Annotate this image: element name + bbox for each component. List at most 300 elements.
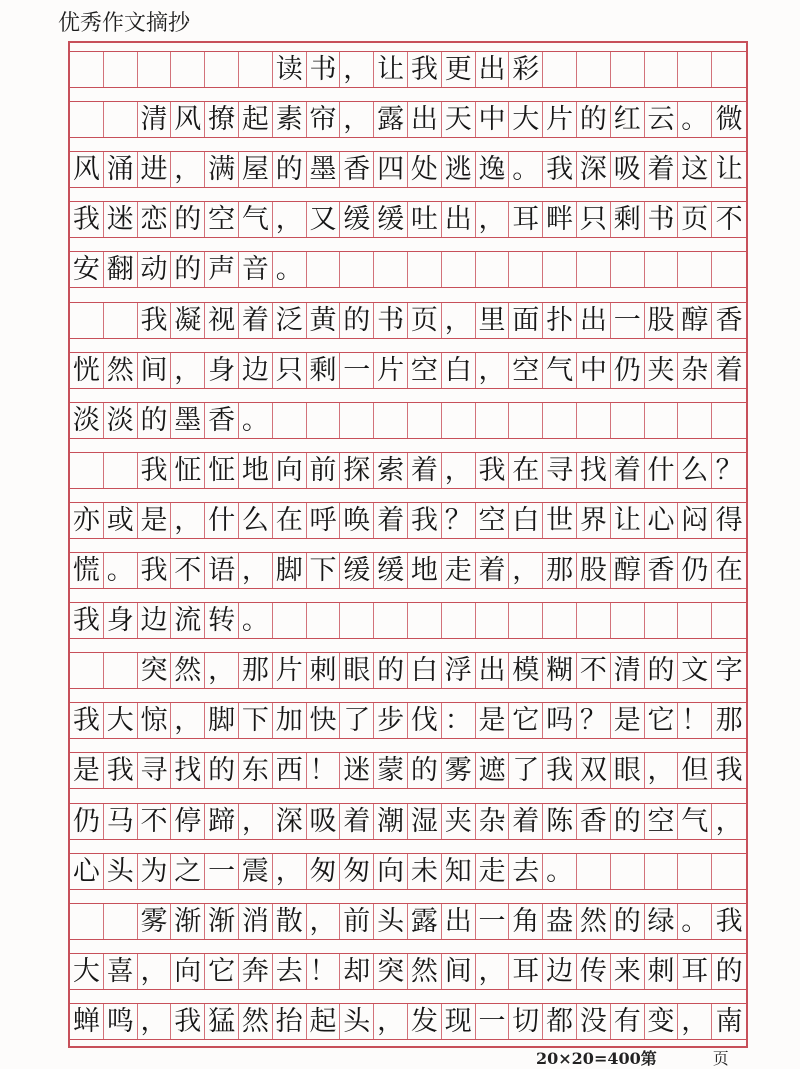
grid-cell: 深: [577, 152, 611, 187]
grid-cell: [70, 653, 104, 688]
page-footer: [536, 1046, 729, 1069]
grid-cell: 出: [442, 904, 476, 939]
grid-cell: 伐: [408, 703, 442, 738]
grid-cell: 撩: [205, 102, 239, 137]
grid-cell: 然: [104, 353, 138, 388]
grid-cell: 我: [138, 453, 172, 488]
grid-cell: 红: [611, 102, 645, 137]
grid-cell: 向: [171, 954, 205, 989]
grid-cell: [611, 252, 645, 287]
grid-cell: 什: [645, 453, 679, 488]
grid-cell: [611, 603, 645, 638]
grid-cell: 清: [138, 102, 172, 137]
grid-cell: ，: [442, 453, 476, 488]
grid-cell: [307, 252, 341, 287]
grid-cell: 渐: [171, 904, 205, 939]
grid-cell: 东: [239, 753, 273, 788]
grid-cell: 的: [205, 753, 239, 788]
grid-cell: 让: [715, 154, 743, 186]
grid-cell: ：: [442, 703, 476, 738]
grid-cell: 陈: [543, 804, 577, 839]
grid-cell: [577, 52, 611, 87]
grid-cell: 突: [374, 954, 408, 989]
grid-cell: [678, 603, 712, 638]
grid-cell: 出: [476, 52, 510, 87]
grid-cell: 吸: [611, 152, 645, 187]
grid-cell: 的: [645, 653, 679, 688]
grid-cell: 唤: [340, 503, 374, 538]
grid-cell: [577, 252, 611, 287]
grid-cell: 糊: [543, 653, 577, 688]
grid-cell: 着: [239, 303, 273, 338]
grid-cell: 杂: [678, 353, 712, 388]
grid-cell: 间: [138, 353, 172, 388]
grid-cell: 页: [408, 303, 442, 338]
grid-cell: 怔: [171, 453, 205, 488]
grid-cell: 地: [239, 453, 273, 488]
grid-cell: 雾: [442, 753, 476, 788]
grid-cell: 双: [577, 753, 611, 788]
grid-cell: 醇: [678, 303, 712, 338]
grid-cell: [543, 52, 577, 87]
grid-cell: [307, 403, 341, 438]
grid-cell: 。: [104, 553, 138, 588]
grid-cell: 逃: [442, 152, 476, 187]
grid-cell: [205, 52, 239, 87]
grid-cell: 它: [509, 703, 543, 738]
grid-cell: ，: [476, 353, 510, 388]
grid-cell: [543, 403, 577, 438]
grid-cell: 快: [307, 703, 341, 738]
grid-row: [70, 1003, 746, 1040]
grid-cell: 匆: [307, 854, 341, 889]
grid-cell: 向: [374, 854, 408, 889]
grid-cell: 心: [645, 503, 679, 538]
grid-cell: 界: [577, 503, 611, 538]
grid-cell: 身: [205, 353, 239, 388]
grid-cell: 书: [374, 303, 408, 338]
grid-cell: 现: [442, 1004, 476, 1039]
grid-cell: 气: [678, 804, 712, 839]
grid-cell: 蒙: [374, 753, 408, 788]
grid-cell: 绿: [645, 904, 679, 939]
grid-cell: 猛: [205, 1004, 239, 1039]
grid-cell: [273, 403, 307, 438]
grid-cell: 的: [171, 252, 205, 287]
grid-cell: 风: [171, 102, 205, 137]
grid-cell: 眼: [340, 653, 374, 688]
grid-cell: 进: [138, 152, 172, 187]
grid-cell: 索: [374, 453, 408, 488]
grid-size-label: 20×20=400第: [536, 1049, 657, 1068]
grid-cell: 流: [171, 603, 205, 638]
grid-cell: 缓: [340, 553, 374, 588]
grid-cell: ？: [715, 454, 743, 486]
grid-cell: [645, 252, 679, 287]
grid-cell: 知: [442, 854, 476, 889]
grid-cell: 它: [645, 703, 679, 738]
grid-cell: 出: [442, 202, 476, 237]
grid-cell: 一: [476, 1004, 510, 1039]
grid-cell: ？: [577, 703, 611, 738]
grid-cell: 淡: [104, 403, 138, 438]
grid-cell: [104, 904, 138, 939]
grid-cell: [70, 52, 104, 87]
grid-cell: 香: [577, 804, 611, 839]
grid-cell: [408, 403, 442, 438]
grid-cell: 片: [543, 102, 577, 137]
grid-cell: 潮: [374, 804, 408, 839]
grid-cell: 帘: [307, 102, 341, 137]
grid-cell: 雾: [138, 904, 172, 939]
grid-cell: 世: [543, 503, 577, 538]
grid-cell: 吐: [408, 202, 442, 237]
grid-cell: 那: [543, 553, 577, 588]
grid-cell: 身: [104, 603, 138, 638]
grid-cell: ？: [442, 503, 476, 538]
grid-cell: 我: [70, 603, 104, 638]
grid-cell: [645, 603, 679, 638]
grid-cell: 白: [408, 653, 442, 688]
grid-cell: 没: [577, 1004, 611, 1039]
grid-cell: [70, 453, 104, 488]
grid-cell: 满: [205, 152, 239, 187]
grid-cell: 边: [239, 353, 273, 388]
grid-cell: [509, 252, 543, 287]
grid-cell: [442, 252, 476, 287]
grid-cell: [273, 603, 307, 638]
grid-cell: 迷: [104, 202, 138, 237]
grid-cell: 一: [340, 353, 374, 388]
grid-cell: 浮: [442, 653, 476, 688]
grid-row: [70, 552, 746, 589]
grid-cell: 去: [273, 954, 307, 989]
grid-cell: 让: [611, 503, 645, 538]
grid-cell: ，: [171, 703, 205, 738]
grid-cell: [645, 854, 679, 889]
grid-cell: 。: [239, 403, 273, 438]
grid-cell: 模: [509, 653, 543, 688]
grid-cell: 。: [273, 252, 307, 287]
grid-cell: [712, 252, 746, 287]
grid-cell: 又: [307, 202, 341, 237]
grid-cell: ，: [171, 152, 205, 187]
grid-cell: 凝: [171, 303, 205, 338]
grid-row: [70, 702, 746, 739]
grid-cell: 下: [307, 553, 341, 588]
grid-cell: 气: [239, 202, 273, 237]
grid-cell: 这: [678, 152, 712, 187]
grid-cell: 着: [408, 453, 442, 488]
grid-cell: 我: [543, 753, 577, 788]
grid-cell: ，: [340, 52, 374, 87]
grid-cell: ，: [340, 102, 374, 137]
grid-cell: 鸣: [104, 1004, 138, 1039]
grid-cell: 它: [205, 954, 239, 989]
grid-cell: 醇: [611, 553, 645, 588]
grid-cell: 然: [171, 653, 205, 688]
grid-cell: 的: [340, 303, 374, 338]
grid-cell: ，: [645, 753, 679, 788]
grid-cell: ，: [442, 303, 476, 338]
grid-cell: 大: [509, 102, 543, 137]
grid-cell: 空: [408, 353, 442, 388]
grid-cell: ，: [476, 202, 510, 237]
grid-cell: [645, 52, 679, 87]
grid-cell: 着: [715, 354, 743, 386]
grid-cell: [509, 403, 543, 438]
grid-cell: 奔: [239, 954, 273, 989]
grid-cell: 扑: [543, 303, 577, 338]
grid-cell: ，: [715, 805, 743, 837]
grid-cell: 一: [476, 904, 510, 939]
grid-cell: 处: [408, 152, 442, 187]
grid-cell: 加: [273, 703, 307, 738]
grid-cell: 字: [715, 655, 743, 687]
grid-cell: ，: [476, 954, 510, 989]
grid-cell: 安: [70, 252, 104, 287]
grid-cell: 那: [715, 705, 743, 737]
grid-cell: 渐: [205, 904, 239, 939]
grid-cell: 是: [138, 503, 172, 538]
grid-cell: 微: [715, 104, 743, 136]
grid-cell: [104, 453, 138, 488]
grid-cell: [104, 102, 138, 137]
grid-cell: 让: [374, 52, 408, 87]
grid-cell: 起: [307, 1004, 341, 1039]
grid-cell: ，: [205, 653, 239, 688]
grid-cell: [171, 52, 205, 87]
grid-cell: 我: [543, 152, 577, 187]
grid-cell: 下: [239, 703, 273, 738]
grid-cell: ，: [273, 854, 307, 889]
grid-cell: 中: [476, 102, 510, 137]
grid-cell: 语: [205, 553, 239, 588]
grid-row: [70, 903, 746, 940]
grid-cell: ，: [171, 353, 205, 388]
grid-cell: 眼: [611, 753, 645, 788]
grid-cell: 大: [104, 703, 138, 738]
grid-cell: ，: [678, 1004, 712, 1039]
grid-cell: 股: [577, 553, 611, 588]
grid-cell: 我: [70, 703, 104, 738]
grid-cell: [104, 52, 138, 87]
grid-cell: 里: [476, 303, 510, 338]
grid-cell: 消: [239, 904, 273, 939]
grid-cell: 我: [171, 1004, 205, 1039]
grid-cell: 墨: [171, 403, 205, 438]
grid-cell: 吗: [543, 703, 577, 738]
grid-cell: 深: [273, 804, 307, 839]
grid-cell: 在: [509, 453, 543, 488]
grid-cell: 着: [645, 152, 679, 187]
grid-cell: 步: [374, 703, 408, 738]
grid-cell: 露: [408, 904, 442, 939]
grid-cell: 音: [239, 252, 273, 287]
grid-cell: 却: [340, 954, 374, 989]
grid-cell: 但: [678, 753, 712, 788]
grid-cell: 杂: [476, 804, 510, 839]
grid-cell: 空: [476, 503, 510, 538]
grid-row: [70, 803, 746, 840]
grid-cell: 探: [340, 453, 374, 488]
grid-cell: 发: [408, 1004, 442, 1039]
grid-cell: 南: [715, 1005, 743, 1037]
grid-cell: 气: [543, 353, 577, 388]
grid-cell: 的: [408, 753, 442, 788]
grid-cell: ，: [307, 904, 341, 939]
grid-row: [70, 953, 746, 990]
grid-cell: 四: [374, 152, 408, 187]
grid-cell: 面: [509, 303, 543, 338]
grid-cell: 着: [509, 804, 543, 839]
grid-cell: [476, 403, 510, 438]
grid-row: [70, 151, 746, 188]
grid-cell: 露: [374, 102, 408, 137]
grid-cell: 前: [340, 904, 374, 939]
grid-cell: 缓: [374, 553, 408, 588]
grid-cell: 之: [171, 854, 205, 889]
grid-cell: 。: [509, 152, 543, 187]
grid-cell: 着: [374, 503, 408, 538]
grid-cell: 马: [104, 804, 138, 839]
grid-cell: 耳: [509, 954, 543, 989]
grid-cell: 然: [408, 954, 442, 989]
grid-cell: 脚: [205, 703, 239, 738]
grid-cell: [476, 603, 510, 638]
grid-cell: 边: [138, 603, 172, 638]
grid-cell: 然: [239, 1004, 273, 1039]
grid-cell: 我: [715, 905, 743, 937]
grid-cell: ！: [678, 703, 712, 738]
grid-row: [70, 652, 746, 689]
grid-cell: 为: [138, 854, 172, 889]
grid-cell: [408, 603, 442, 638]
grid-cell: 彩: [509, 52, 543, 87]
grid-cell: 缓: [340, 202, 374, 237]
grid-cell: 香: [715, 304, 743, 336]
grid-cell: 我: [476, 453, 510, 488]
grid-row: [70, 853, 746, 890]
grid-cell: 在: [715, 555, 743, 586]
grid-cell: 未: [408, 854, 442, 889]
grid-cell: 有: [611, 1004, 645, 1039]
grid-row: [70, 752, 746, 789]
grid-cell: 。: [678, 102, 712, 137]
grid-cell: 呼: [307, 503, 341, 538]
grid-row: [70, 302, 746, 339]
grid-cell: 我: [138, 303, 172, 338]
grid-cell: [577, 854, 611, 889]
grid-cell: 香: [205, 403, 239, 438]
grid-cell: 淡: [70, 403, 104, 438]
grid-cell: 畔: [543, 202, 577, 237]
grid-cell: 耳: [678, 954, 712, 989]
grid-cell: 片: [374, 353, 408, 388]
grid-row: [70, 51, 746, 88]
grid-cell: [678, 403, 712, 438]
grid-cell: 的: [273, 152, 307, 187]
grid-cell: [712, 403, 746, 438]
grid-cell: 更: [442, 52, 476, 87]
grid-cell: 出: [408, 102, 442, 137]
grid-cell: 寻: [138, 753, 172, 788]
grid-cell: [442, 403, 476, 438]
grid-cell: 的: [611, 904, 645, 939]
grid-cell: 云: [645, 102, 679, 137]
grid-cell: 出: [577, 303, 611, 338]
grid-row: [70, 452, 746, 489]
grid-cell: 向: [273, 453, 307, 488]
grid-cell: 亦: [70, 503, 104, 538]
grid-cell: 么: [678, 453, 712, 488]
grid-cell: 夹: [442, 804, 476, 839]
grid-cell: 去: [509, 854, 543, 889]
page-label: 页: [712, 1049, 729, 1068]
grid-cell: ，: [509, 553, 543, 588]
grid-cell: 大: [70, 954, 104, 989]
grid-cell: 在: [273, 503, 307, 538]
grid-cell: 蹄: [205, 804, 239, 839]
grid-cell: 仍: [611, 353, 645, 388]
grid-cell: 走: [476, 854, 510, 889]
grid-cell: ，: [138, 1004, 172, 1039]
grid-cell: [712, 854, 746, 889]
grid-row: [70, 352, 746, 389]
grid-cell: 我: [104, 753, 138, 788]
grid-cell: 香: [340, 152, 374, 187]
grid-cell: 仍: [678, 553, 712, 588]
grid-cell: [611, 854, 645, 889]
grid-cell: 喜: [104, 954, 138, 989]
grid-cell: 得: [715, 504, 743, 536]
grid-cell: [442, 603, 476, 638]
grid-cell: [374, 603, 408, 638]
grid-cell: 逸: [476, 152, 510, 187]
grid-cell: ，: [138, 954, 172, 989]
grid-cell: 我: [138, 553, 172, 588]
grid-cell: ，: [239, 804, 273, 839]
grid-cell: [645, 403, 679, 438]
grid-cell: 恍: [70, 353, 104, 388]
grid-cell: 页: [678, 202, 712, 237]
grid-cell: 慌: [70, 553, 104, 588]
grid-cell: 片: [273, 653, 307, 688]
grid-cell: [476, 252, 510, 287]
grid-cell: 不: [171, 553, 205, 588]
grid-cell: 来: [611, 954, 645, 989]
grid-cell: [340, 403, 374, 438]
grid-cell: 素: [273, 102, 307, 137]
grid-cell: 西: [273, 753, 307, 788]
grid-cell: 翻: [104, 252, 138, 287]
grid-cell: 中: [577, 353, 611, 388]
grid-cell: 散: [273, 904, 307, 939]
grid-cell: [509, 603, 543, 638]
grid-row: [70, 101, 746, 138]
grid-cell: 读: [273, 52, 307, 87]
grid-cell: 寻: [543, 453, 577, 488]
grid-cell: 的: [138, 403, 172, 438]
grid-cell: 的: [171, 202, 205, 237]
grid-cell: 脚: [273, 553, 307, 588]
grid-cell: 黄: [307, 303, 341, 338]
grid-cell: 泛: [273, 303, 307, 338]
grid-cell: 缓: [374, 202, 408, 237]
grid-cell: 我: [408, 503, 442, 538]
grid-cell: ，: [239, 553, 273, 588]
grid-cell: 。: [678, 904, 712, 939]
